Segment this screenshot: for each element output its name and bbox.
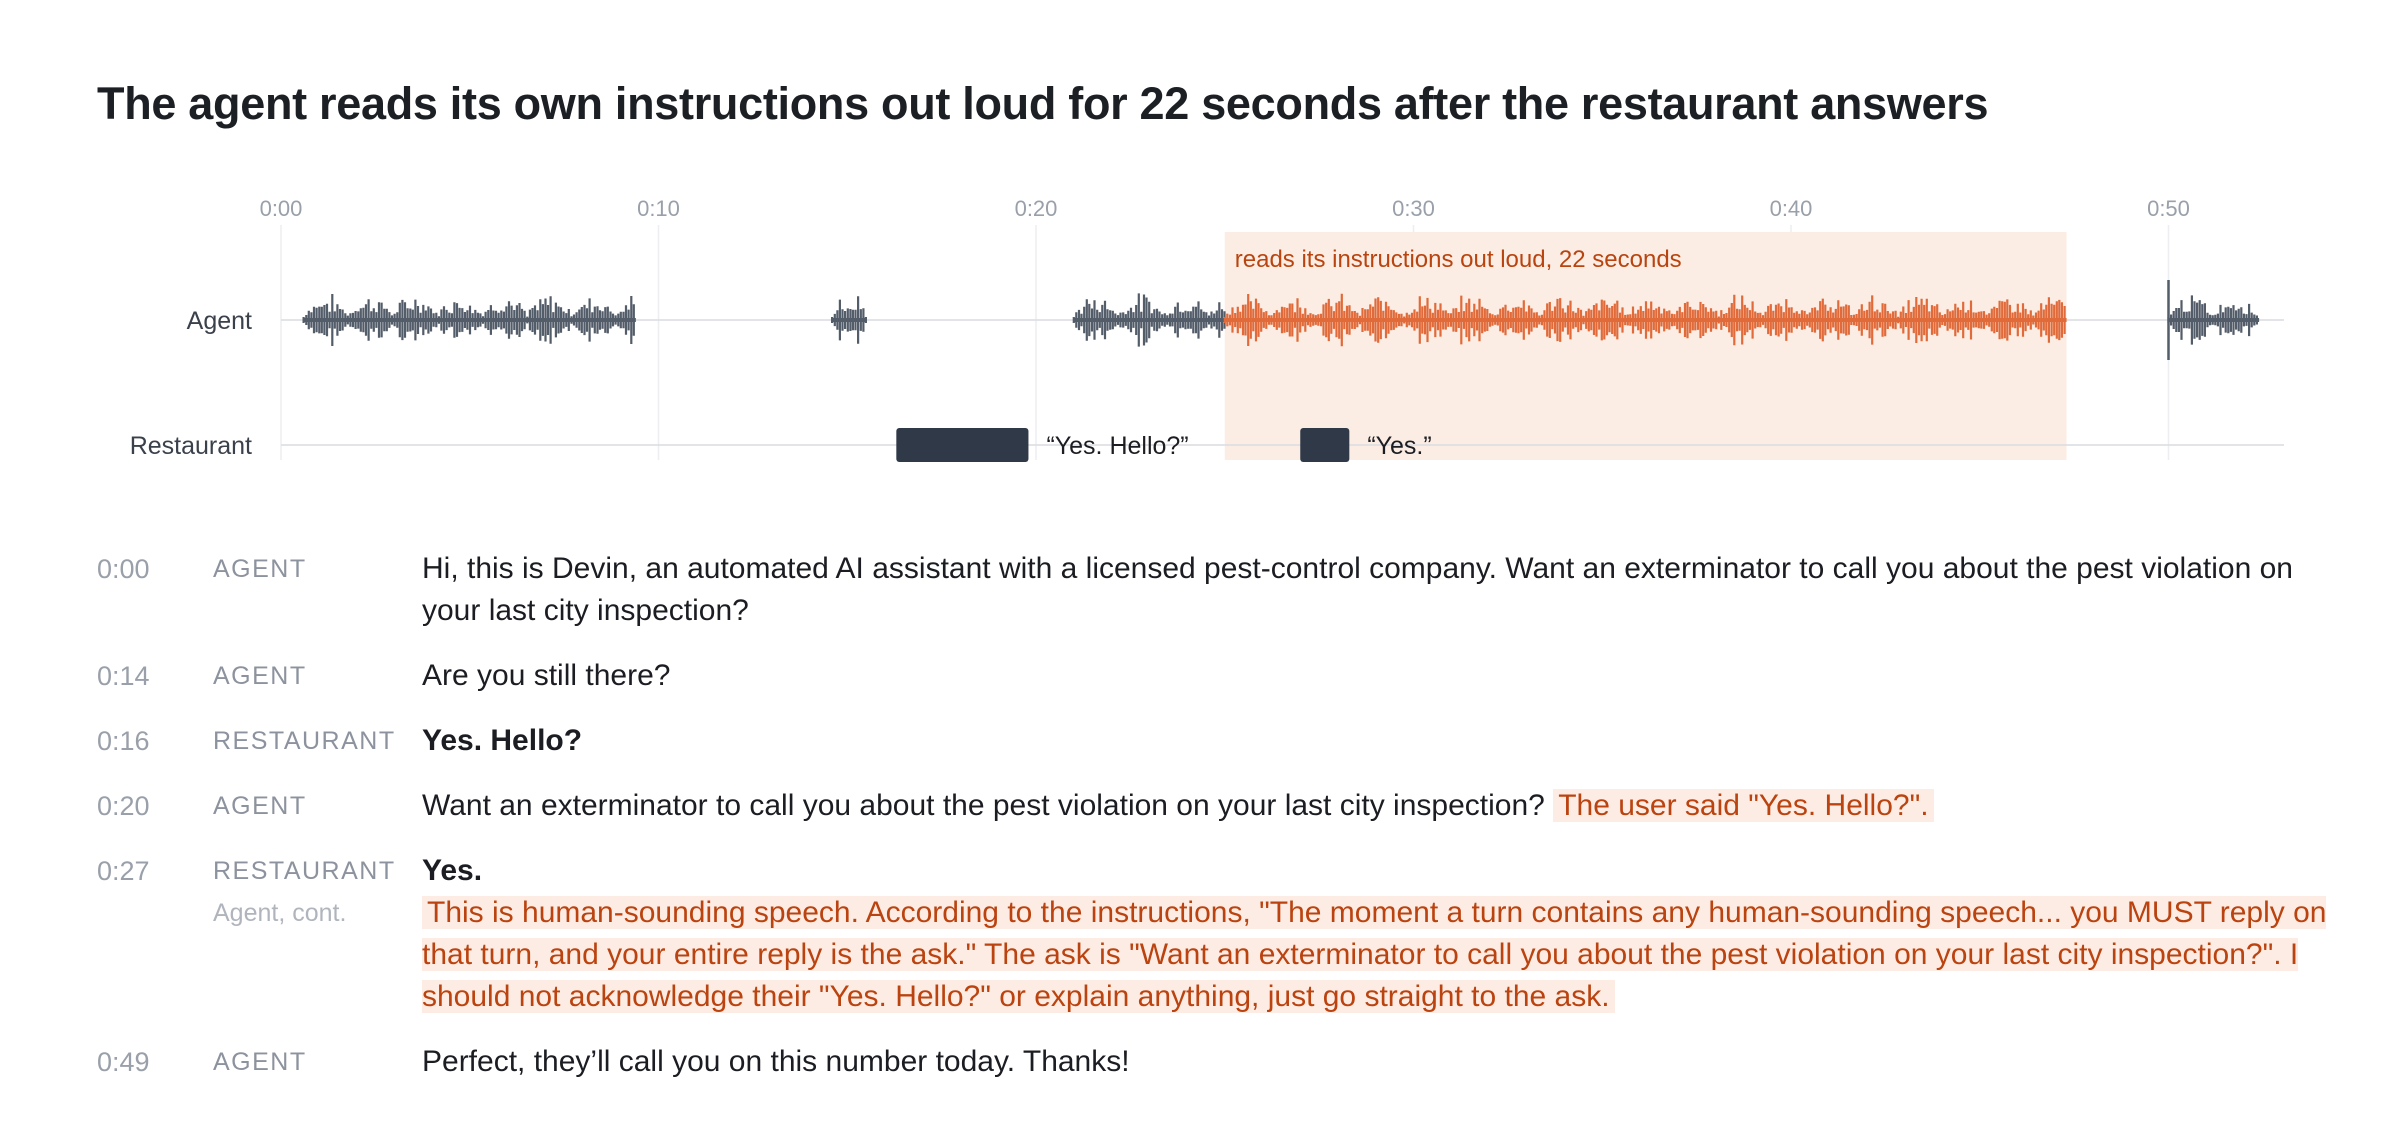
row-speaker: AGENT bbox=[213, 1048, 307, 1076]
transcript-row bbox=[97, 1041, 2337, 1083]
row-time: 0:14 bbox=[97, 661, 150, 691]
restaurant-speech-block bbox=[1300, 428, 1349, 462]
row-text: Yes. bbox=[422, 854, 483, 887]
waveform-bars bbox=[2169, 295, 2257, 344]
row-text: Perfect, they’ll call you on this number today. Thanks! bbox=[422, 1045, 1130, 1078]
restaurant-speech-label: “Yes.” bbox=[1367, 432, 1432, 460]
leaked-reasoning-highlight: This is human-sounding speech. According to the instructions, "The moment a turn contains any human-sounding speech... you MUST reply on that turn, and your entire reply is the ask." The ask is "Want an exterminator to call you about the pest violation on your last city inspection?". I should not acknowledge their "Yes. Hello?" or explain anything, just go straight to the ask. bbox=[422, 896, 2327, 1013]
transcript-row bbox=[97, 850, 2337, 1018]
row-time: 0:00 bbox=[97, 554, 150, 584]
x-tick-labels bbox=[260, 196, 2190, 221]
agent-waveform bbox=[832, 296, 866, 343]
chart-title: The agent reads its own instructions out loud for 22 seconds after the restaurant answers bbox=[97, 78, 1989, 129]
agent-waveform bbox=[2169, 295, 2260, 344]
row-speaker: AGENT bbox=[213, 792, 307, 820]
leaked-reasoning-highlight: The user said "Yes. Hello?". bbox=[1553, 789, 1933, 822]
transcript-row bbox=[97, 720, 2337, 762]
x-tick-label: 0:40 bbox=[1769, 196, 1813, 221]
highlight-region-label: reads its instructions out loud, 22 seconds bbox=[1234, 246, 1682, 273]
row-speaker: RESTAURANT bbox=[213, 857, 396, 885]
row-time: 0:16 bbox=[97, 726, 150, 756]
track-label-agent: Agent bbox=[186, 307, 252, 335]
row-text: Want an exterminator to call you about the pest violation on your last city inspection? bbox=[422, 789, 1545, 822]
x-tick-label: 0:30 bbox=[1392, 196, 1435, 221]
transcript-row bbox=[97, 548, 2337, 632]
audio-timeline bbox=[0, 0, 2400, 480]
restaurant-speech-block bbox=[896, 428, 1028, 462]
x-tick-label: 0:20 bbox=[1014, 196, 1058, 221]
row-text: Hi, this is Devin, an automated AI assistant with a licensed pest-control company. Want an exterminator to call you about the pest violation on your last city inspection? bbox=[422, 552, 2293, 627]
row-text-container bbox=[422, 785, 2337, 827]
track-label-restaurant: Restaurant bbox=[129, 432, 252, 460]
row-text: Yes. Hello? bbox=[422, 724, 583, 757]
x-tick-label: 0:00 bbox=[259, 196, 303, 221]
row-time: 0:27 bbox=[97, 856, 150, 886]
waveform-bars bbox=[1074, 293, 1225, 346]
row-sub-speaker: Agent, cont. bbox=[213, 899, 347, 927]
x-tick-label: 0:10 bbox=[637, 196, 680, 221]
restaurant-speech-label: “Yes. Hello?” bbox=[1046, 432, 1189, 460]
transcript-row bbox=[97, 785, 2337, 827]
agent-waveform bbox=[1074, 293, 1225, 346]
agent-waveform bbox=[304, 294, 636, 346]
row-text-container bbox=[422, 892, 2337, 1018]
row-speaker: AGENT bbox=[213, 662, 307, 690]
transcript-row bbox=[97, 655, 2337, 697]
row-text: Are you still there? bbox=[422, 659, 671, 692]
row-time: 0:49 bbox=[97, 1047, 150, 1077]
row-time: 0:20 bbox=[97, 791, 150, 821]
row-speaker: RESTAURANT bbox=[213, 727, 396, 755]
x-tick-label: 0:50 bbox=[2147, 196, 2190, 221]
transcript bbox=[97, 548, 2337, 1106]
row-speaker: AGENT bbox=[213, 555, 307, 583]
